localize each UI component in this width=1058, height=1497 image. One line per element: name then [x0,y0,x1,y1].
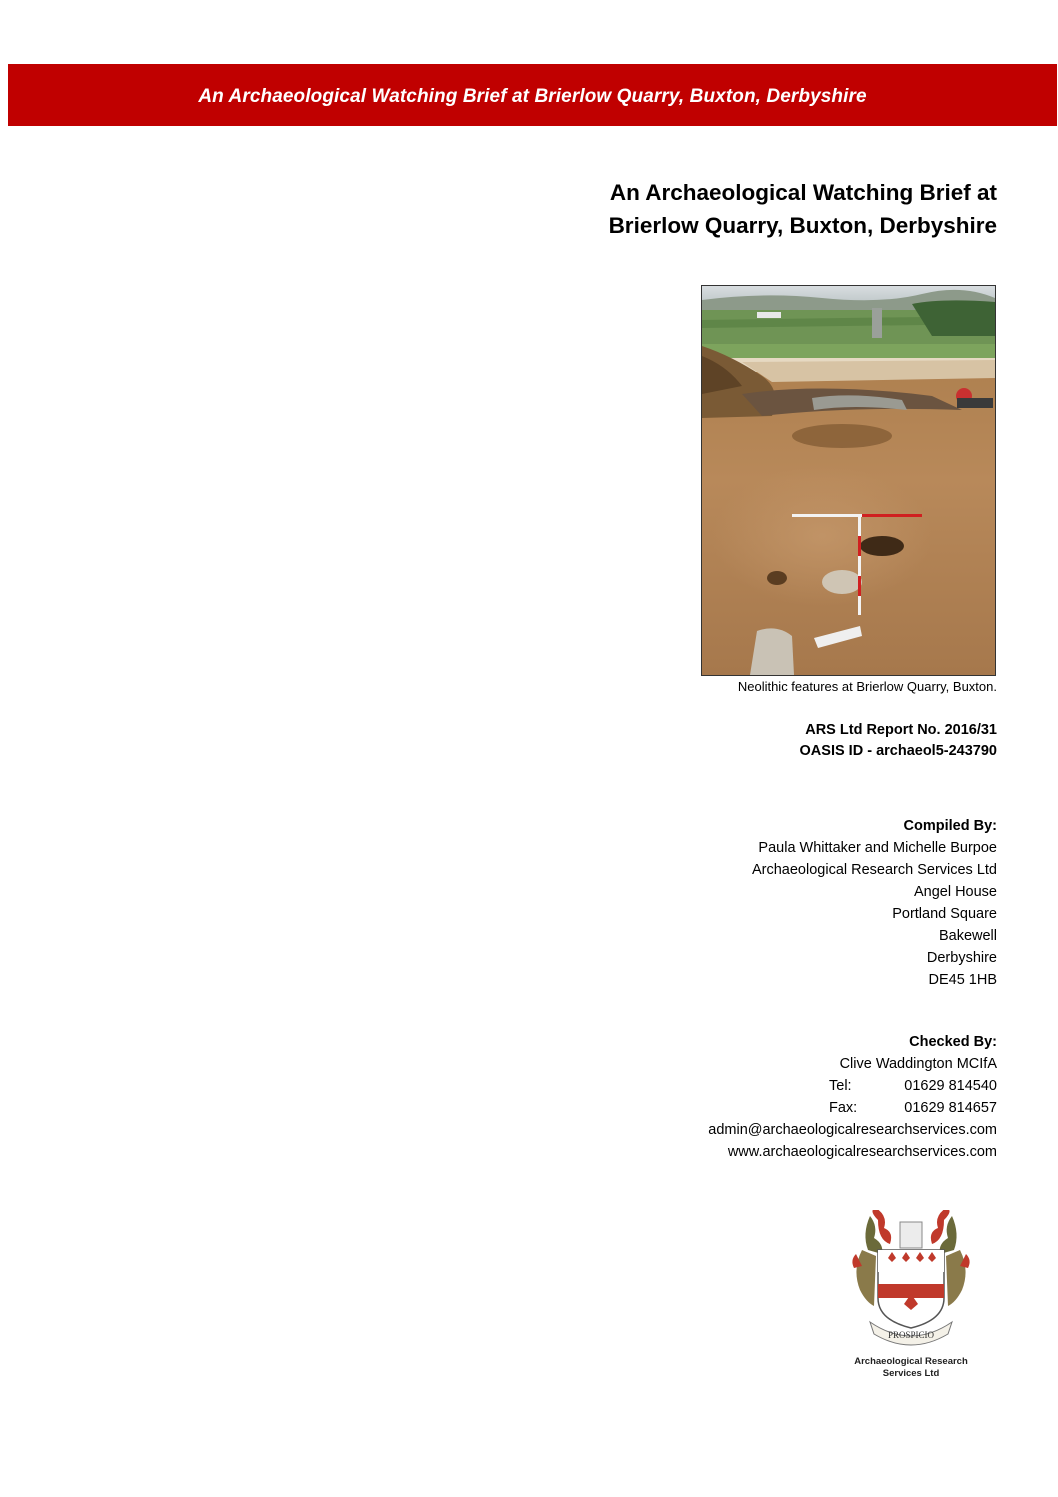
document-title [609,176,997,242]
compiled-line-postcode: DE45 1HB [928,972,997,988]
checked-by-block [708,1031,997,1163]
compiled-line-building: Angel House [913,884,997,900]
report-number: ARS Ltd Report No. 2016/31 [805,722,997,738]
email-link[interactable]: admin@archaeologicalresearchservices.com [708,1122,997,1138]
report-info [800,720,997,762]
compiled-line-street: Portland Square [892,906,997,922]
compiled-line-town: Bakewell [938,928,997,944]
logo-text-line-2: Services Ltd [882,1368,940,1379]
checked-by-label: Checked By: [909,1034,997,1050]
tel-row [708,1075,997,1097]
coat-of-arms-icon [848,1210,974,1350]
fax-value: 01629 814657 [904,1100,997,1116]
logo-text-line-1: Archaeological Research [854,1356,968,1367]
fax-row [708,1097,997,1119]
compiled-line-company: Archaeological Research Services Ltd [751,862,997,878]
title-line-2: Brierlow Quarry, Buxton, Derbyshire [608,213,997,238]
title-line-1: An Archaeological Watching Brief at [609,180,997,205]
tel-label: Tel: [829,1078,852,1094]
logo-caption [840,1356,982,1380]
logo-motto: PROSPICIO [887,1330,935,1340]
oasis-id: OASIS ID - archaeol5-243790 [799,743,997,759]
compiled-line-authors: Paula Whittaker and Michelle Burpoe [758,840,997,856]
compiled-line-county: Derbyshire [926,950,997,966]
compiled-by-block [752,815,997,991]
excavation-photo-icon [702,286,995,675]
header-banner [8,64,1057,126]
compiled-by-label: Compiled By: [903,818,997,834]
website-link[interactable]: www.archaeologicalresearchservices.com [727,1144,997,1160]
checker-name: Clive Waddington MCIfA [839,1056,997,1072]
tel-value: 01629 814540 [904,1078,997,1094]
banner-title: An Archaeological Watching Brief at Brierlow Quarry, Buxton, Derbyshire [198,86,867,107]
site-photo [701,285,996,676]
photo-caption: Neolithic features at Brierlow Quarry, Buxton. [737,679,997,694]
fax-label: Fax: [829,1100,858,1116]
